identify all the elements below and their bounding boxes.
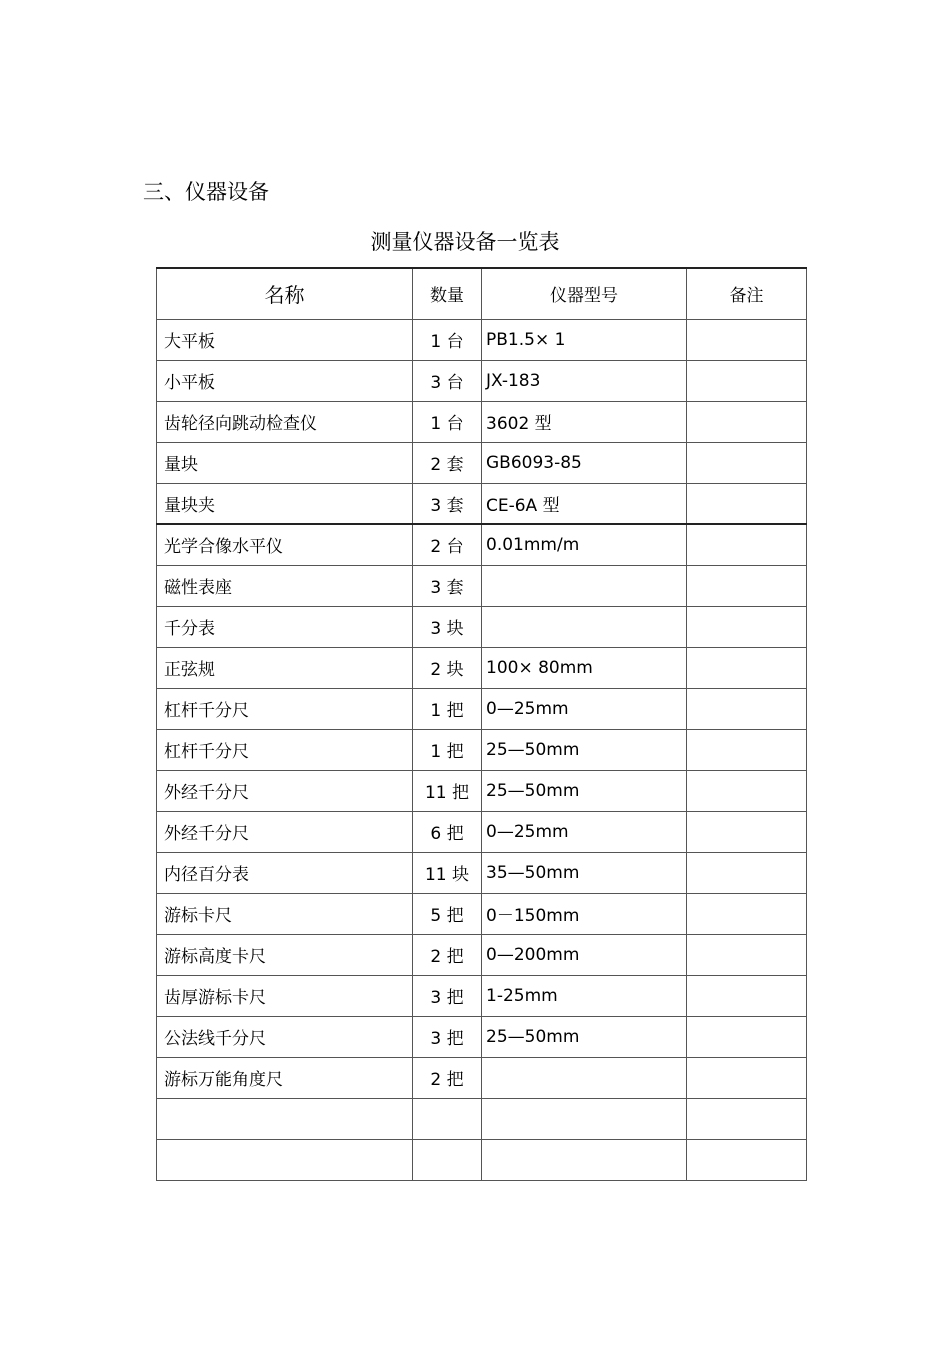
cell-note [687,401,807,442]
cell-note [687,524,807,565]
cell-name [157,1098,413,1139]
cell-name: 杠杆千分尺 [157,729,413,770]
table-row [157,319,807,360]
cell-model: 25—50mm [482,770,687,811]
cell-model: PB1.5× 1 [482,319,687,360]
cell-qty: 3 把 [413,1016,482,1057]
table-row [157,770,807,811]
table-row [157,1098,807,1139]
table-row [157,893,807,934]
cell-note [687,811,807,852]
table-row [157,811,807,852]
cell-note [687,565,807,606]
cell-name: 公法线千分尺 [157,1016,413,1057]
cell-name: 内径百分表 [157,852,413,893]
cell-qty: 3 把 [413,975,482,1016]
cell-name: 大平板 [157,319,413,360]
cell-note [687,442,807,483]
cell-note [687,483,807,524]
cell-qty: 3 台 [413,360,482,401]
table-row [157,1139,807,1180]
table-row [157,524,807,565]
cell-name: 游标卡尺 [157,893,413,934]
cell-name: 齿厚游标卡尺 [157,975,413,1016]
cell-name [157,1139,413,1180]
cell-note [687,852,807,893]
cell-name: 正弦规 [157,647,413,688]
table-title: 测量仪器设备一览表 [370,230,560,254]
cell-model [482,1139,687,1180]
cell-note [687,688,807,729]
cell-qty: 3 套 [413,483,482,524]
cell-model: 0—25mm [482,811,687,852]
cell-model: 3602 型 [482,401,687,442]
cell-model: 0.01mm/m [482,524,687,565]
cell-qty: 2 块 [413,647,482,688]
cell-model: 1-25mm [482,975,687,1016]
cell-qty: 11 把 [413,770,482,811]
table-row [157,688,807,729]
cell-qty: 11 块 [413,852,482,893]
cell-qty: 2 把 [413,1057,482,1098]
cell-qty [413,1139,482,1180]
cell-qty: 6 把 [413,811,482,852]
cell-model: 25—50mm [482,729,687,770]
table-row [157,565,807,606]
table-header-row [157,268,807,319]
cell-model [482,1098,687,1139]
cell-model: GB6093-85 [482,442,687,483]
cell-model: 25—50mm [482,1016,687,1057]
cell-note [687,319,807,360]
cell-note [687,1016,807,1057]
cell-note [687,1098,807,1139]
table-row [157,1057,807,1098]
cell-name: 外经千分尺 [157,811,413,852]
cell-name: 千分表 [157,606,413,647]
table-row [157,606,807,647]
section-heading: 三、仪器设备 [143,180,269,204]
cell-qty: 1 台 [413,319,482,360]
cell-note [687,975,807,1016]
cell-model: 35—50mm [482,852,687,893]
table-row [157,975,807,1016]
cell-note [687,360,807,401]
cell-name: 游标高度卡尺 [157,934,413,975]
cell-model: 0—25mm [482,688,687,729]
cell-model [482,565,687,606]
table-row [157,647,807,688]
cell-name: 量块夹 [157,483,413,524]
column-header-model: 仪器型号 [482,268,687,319]
cell-qty: 1 把 [413,729,482,770]
cell-qty: 1 台 [413,401,482,442]
cell-note [687,770,807,811]
cell-model [482,1057,687,1098]
cell-qty: 2 套 [413,442,482,483]
cell-name: 小平板 [157,360,413,401]
cell-model: 0—200mm [482,934,687,975]
cell-model [482,606,687,647]
cell-name: 外经千分尺 [157,770,413,811]
cell-qty: 3 套 [413,565,482,606]
cell-name: 游标万能角度尺 [157,1057,413,1098]
cell-note [687,934,807,975]
cell-model: CE-6A 型 [482,483,687,524]
cell-model: JX-183 [482,360,687,401]
cell-qty: 2 把 [413,934,482,975]
cell-name: 量块 [157,442,413,483]
cell-note [687,1139,807,1180]
column-header-note: 备注 [687,268,807,319]
cell-model: 100× 80mm [482,647,687,688]
cell-note [687,893,807,934]
cell-qty [413,1098,482,1139]
table-row [157,442,807,483]
table-row [157,1016,807,1057]
cell-qty: 1 把 [413,688,482,729]
cell-name: 光学合像水平仪 [157,524,413,565]
equipment-table [156,267,807,1181]
table-row [157,483,807,524]
table-row [157,401,807,442]
table-row [157,852,807,893]
cell-qty: 2 台 [413,524,482,565]
table-row [157,360,807,401]
cell-name: 齿轮径向跳动检查仪 [157,401,413,442]
table-row [157,934,807,975]
table-row [157,729,807,770]
cell-note [687,647,807,688]
cell-qty: 5 把 [413,893,482,934]
cell-name: 杠杆千分尺 [157,688,413,729]
cell-model: 0－150mm [482,893,687,934]
cell-name: 磁性表座 [157,565,413,606]
cell-note [687,729,807,770]
cell-note [687,606,807,647]
cell-qty: 3 块 [413,606,482,647]
cell-note [687,1057,807,1098]
column-header-name: 名称 [157,268,413,319]
column-header-qty: 数量 [413,268,482,319]
